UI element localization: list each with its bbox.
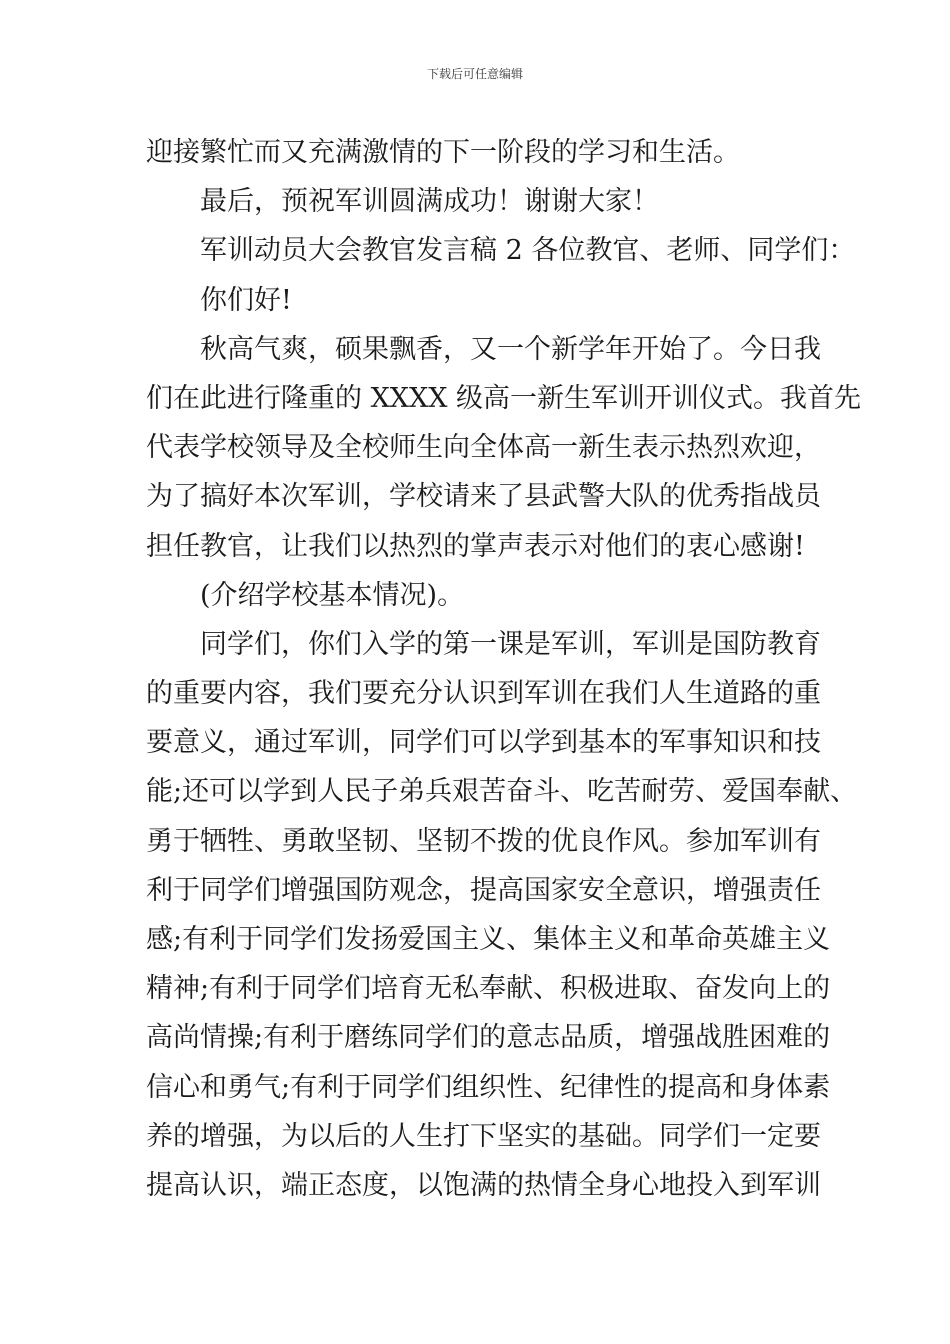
text-line: 的重要内容，我们要充分认识到军训在我们人生道路的重 xyxy=(146,678,821,710)
text-line: 同学们，你们入学的第一课是军训，军训是国防教育 xyxy=(200,628,821,660)
text-line: 提高认识，端正态度，以饱满的热情全身心地投入到军训 xyxy=(146,1169,821,1201)
text-line: 代表学校领导及全校师生向全体高一新生表示热烈欢迎， xyxy=(146,432,821,464)
text-line: 秋高气爽，硕果飘香，又一个新学年开始了。今日我 xyxy=(200,333,821,365)
body-text xyxy=(146,128,862,1210)
text-line: 你们好! xyxy=(200,284,292,316)
text-line: 高尚情操;有利于磨练同学们的意志品质，增强战胜困难的 xyxy=(146,1022,831,1054)
page-header: 下载后可任意编辑 xyxy=(426,67,523,81)
text-line: (介绍学校基本情况)。 xyxy=(200,579,465,611)
text-line: 养的增强，为以后的人生打下坚实的基础。同学们一定要 xyxy=(146,1120,821,1152)
text-line: 迎接繁忙而又充满激情的下一阶段的学习和生活。 xyxy=(146,137,740,168)
text-line: 要意义，通过军训，同学们可以学到基本的军事知识和技 xyxy=(146,727,821,759)
text-line: 能;还可以学到人民子弟兵艰苦奋斗、吃苦耐劳、爱国奉献、 xyxy=(146,776,858,808)
text-line: 感;有利于同学们发扬爱国主义、集体主义和革命英雄主义 xyxy=(146,924,831,955)
text-line: 勇于牺牲、勇敢坚韧、坚韧不拨的优良作风。参加军训有 xyxy=(146,825,821,857)
text-line: 们在此进行隆重的 XXXX 级高一新生军训开训仪式。我首先 xyxy=(146,382,862,414)
text-line: 军训动员大会教官发言稿 2 各位教官、老师、同学们： xyxy=(200,235,856,267)
text-line: 精神;有利于同学们培育无私奉献、积极进取、奋发向上的 xyxy=(146,973,831,1005)
text-line: 最后，预祝军训圆满成功！谢谢大家！ xyxy=(200,186,659,218)
text-line: 信心和勇气;有利于同学们组织性、纪律性的提高和身体素 xyxy=(146,1071,831,1103)
text-line: 利于同学们增强国防观念，提高国家安全意识，增强责任 xyxy=(146,874,821,906)
text-line: 为了搞好本次军训，学校请来了县武警大队的优秀指战员 xyxy=(146,481,821,513)
text-line: 担任教官，让我们以热烈的掌声表示对他们的衷心感谢! xyxy=(146,530,805,562)
